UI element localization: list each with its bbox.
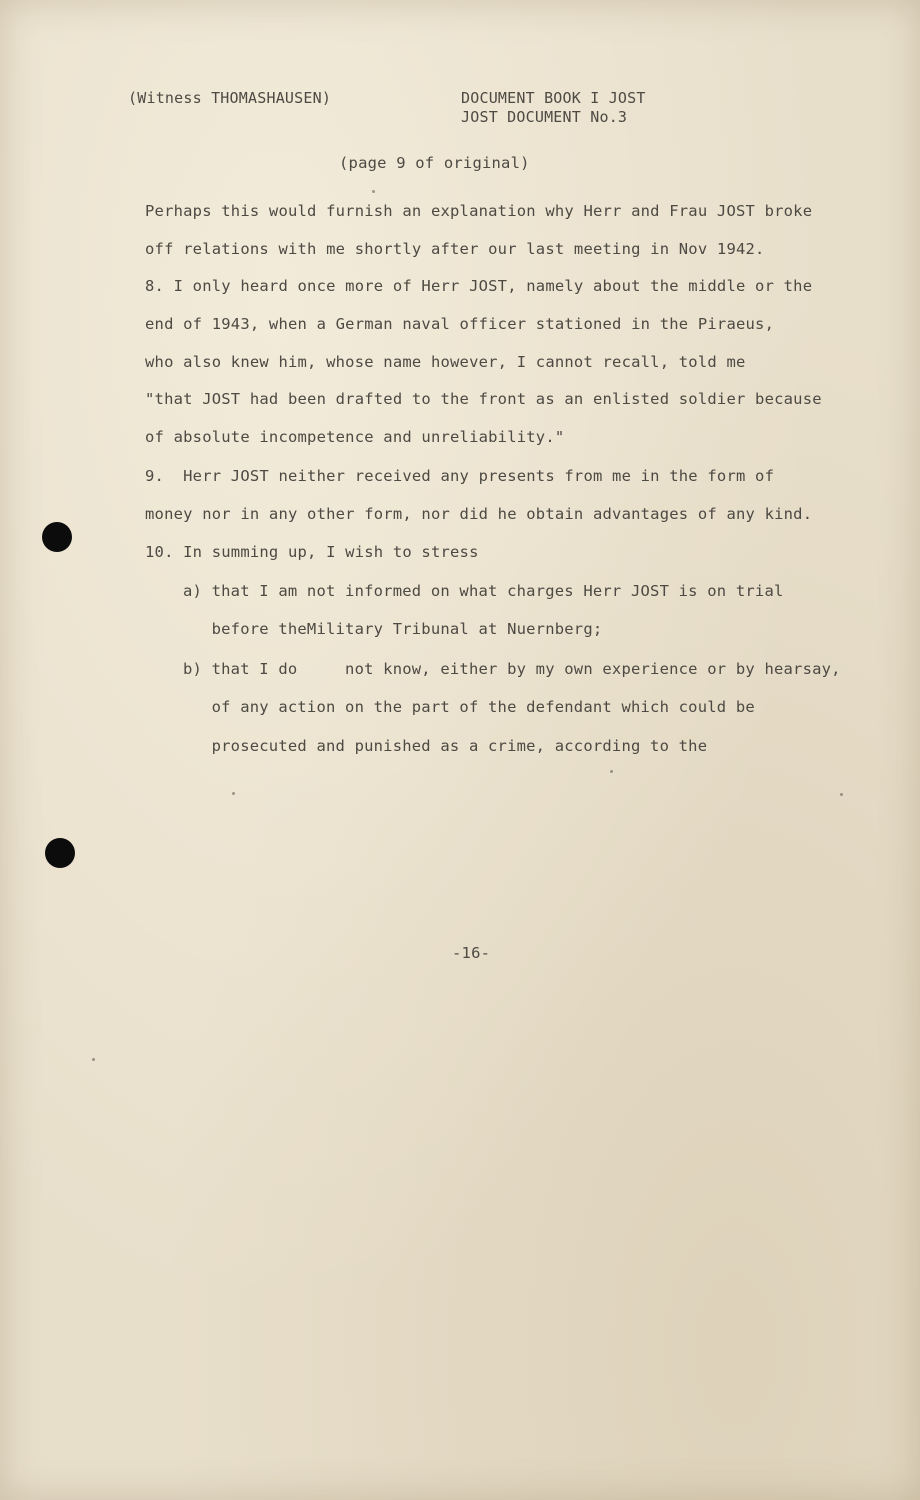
body-line-3: 8. I only heard once more of Herr JOST, namely about the middle or the	[145, 277, 813, 295]
page-number: -16-	[452, 944, 491, 962]
page-reference: (page 9 of original)	[339, 154, 530, 172]
paper-speck	[232, 792, 235, 795]
body-line-9: money nor in any other form, nor did he obtain advantages of any kind.	[145, 505, 813, 523]
paper-speck	[840, 793, 843, 796]
sub-item-b-line-1: b) that I do not know, either by my own experience or by hearsay,	[183, 660, 841, 678]
body-line-8: 9. Herr JOST neither received any presents from me in the form of	[145, 467, 775, 485]
body-line-4: end of 1943, when a German naval officer stationed in the Piraeus,	[145, 315, 775, 333]
paper-speck	[372, 190, 375, 193]
body-line-2: off relations with me shortly after our last meeting in Nov 1942.	[145, 240, 765, 258]
body-line-6: "that JOST had been drafted to the front as an enlisted soldier because	[145, 390, 822, 408]
sub-item-a-line-1: a) that I am not informed on what charges Herr JOST is on trial	[183, 582, 784, 600]
body-line-5: who also knew him, whose name however, I cannot recall, told me	[145, 353, 746, 371]
document-book-label: DOCUMENT BOOK I JOST	[461, 89, 646, 107]
paper-speck	[610, 770, 613, 773]
sub-item-b-line-2: of any action on the part of the defendant which could be	[183, 698, 755, 716]
paper-speck	[92, 1058, 95, 1061]
body-line-10: 10. In summing up, I wish to stress	[145, 543, 479, 561]
punch-hole-lower	[45, 838, 75, 868]
body-line-1: Perhaps this would furnish an explanation why Herr and Frau JOST broke	[145, 202, 813, 220]
sub-item-b-line-3: prosecuted and punished as a crime, according to the	[183, 737, 708, 755]
punch-hole-upper	[42, 522, 72, 552]
body-line-7: of absolute incompetence and unreliability."	[145, 428, 565, 446]
sub-item-a-line-2: before theMilitary Tribunal at Nuernberg;	[183, 620, 603, 638]
witness-label: (Witness THOMASHAUSEN)	[128, 89, 332, 107]
document-number-label: JOST DOCUMENT No.3	[461, 108, 628, 126]
